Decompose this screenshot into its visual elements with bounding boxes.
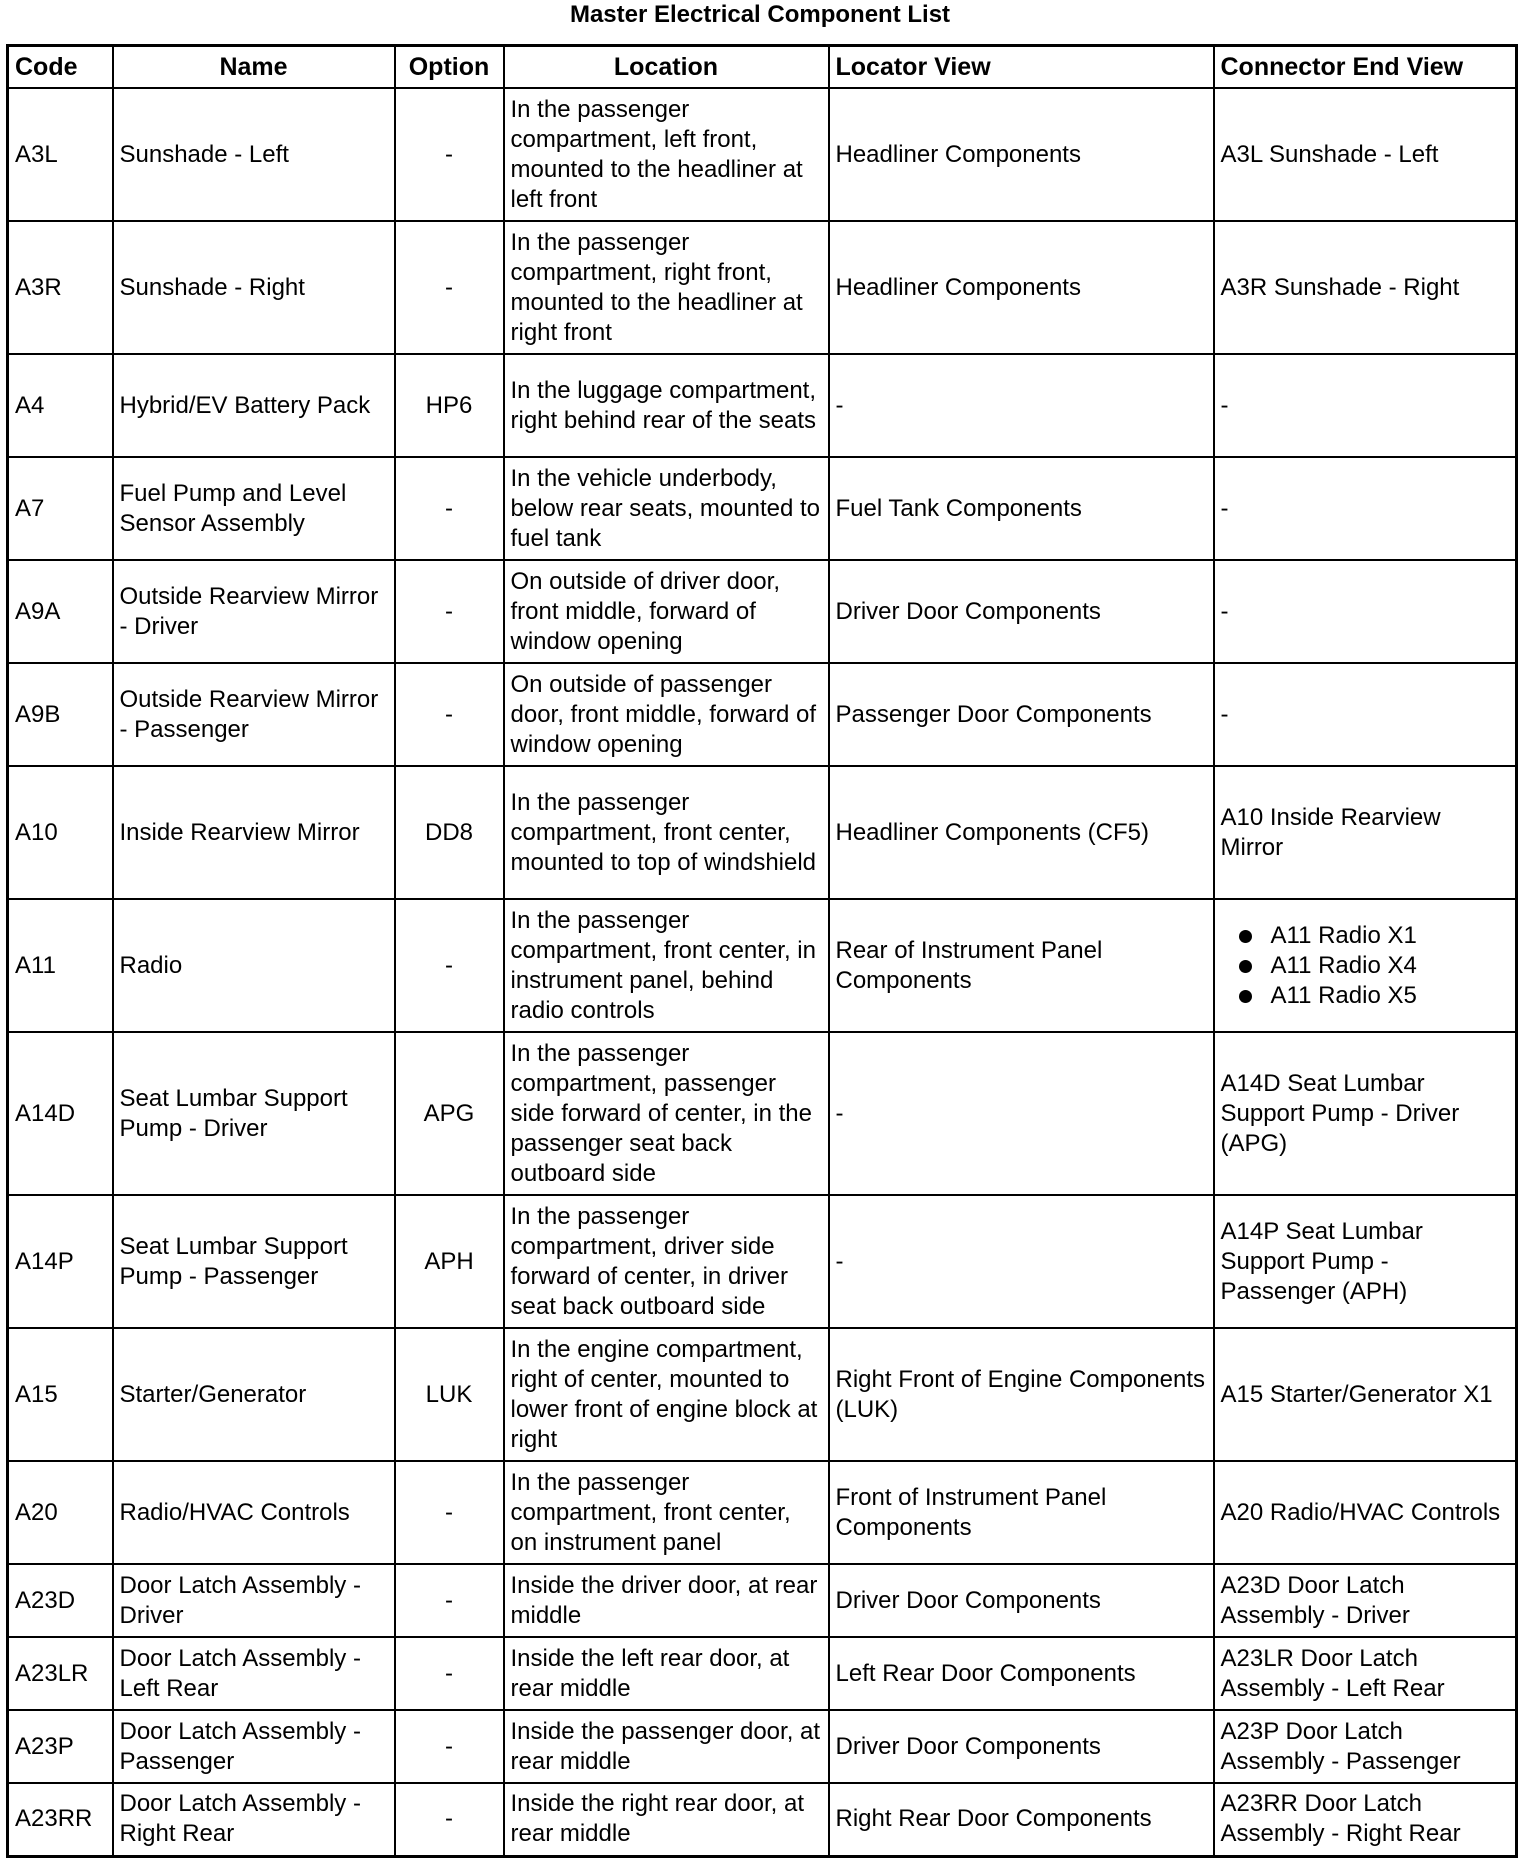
cell-name: Radio/HVAC Controls <box>113 1461 395 1564</box>
cell-name: Door Latch Assembly - Driver <box>113 1564 395 1637</box>
cell-code: A23LR <box>8 1637 113 1710</box>
cell-option: HP6 <box>395 354 504 457</box>
table-row <box>8 457 1517 560</box>
cell-location: In the passenger compartment, right front, mounted to the headliner at right front <box>504 221 829 354</box>
cell-name: Sunshade - Left <box>113 88 395 221</box>
cell-connector-end-view: - <box>1214 663 1517 766</box>
cell-location: In the vehicle underbody, below rear seats, mounted to fuel tank <box>504 457 829 560</box>
cell-location: On outside of passenger door, front middle, forward of window opening <box>504 663 829 766</box>
cell-code: A14P <box>8 1195 113 1328</box>
cell-name: Starter/Generator <box>113 1328 395 1461</box>
header-row <box>8 46 1517 89</box>
list-item: A11 Radio X1 <box>1235 921 1510 951</box>
cell-connector-end-view: A20 Radio/HVAC Controls <box>1214 1461 1517 1564</box>
table-row <box>8 1783 1517 1856</box>
cell-connector-end-view: A10 Inside Rearview Mirror <box>1214 766 1517 899</box>
cell-code: A11 <box>8 899 113 1032</box>
table-row <box>8 663 1517 766</box>
cell-connector-end-view: A23LR Door Latch Assembly - Left Rear <box>1214 1637 1517 1710</box>
cell-connector-end-view: - <box>1214 354 1517 457</box>
cell-name: Seat Lumbar Support Pump - Passenger <box>113 1195 395 1328</box>
cell-option: - <box>395 457 504 560</box>
column-header-name: Name <box>113 46 395 89</box>
cell-option: DD8 <box>395 766 504 899</box>
cell-connector-end-view <box>1214 899 1517 1032</box>
column-header-option: Option <box>395 46 504 89</box>
cell-location: In the passenger compartment, driver side forward of center, in driver seat back outboard side <box>504 1195 829 1328</box>
column-header-locator-view: Locator View <box>829 46 1214 89</box>
cell-code: A7 <box>8 457 113 560</box>
table-row <box>8 1710 1517 1783</box>
table-row <box>8 1195 1517 1328</box>
cell-option: - <box>395 1461 504 1564</box>
cell-name: Door Latch Assembly - Right Rear <box>113 1783 395 1856</box>
cell-locator-view: Passenger Door Components <box>829 663 1214 766</box>
cell-code: A20 <box>8 1461 113 1564</box>
cell-option: - <box>395 663 504 766</box>
cell-locator-view: Right Rear Door Components <box>829 1783 1214 1856</box>
cell-locator-view: Driver Door Components <box>829 560 1214 663</box>
cell-location: In the passenger compartment, front center, in instrument panel, behind radio controls <box>504 899 829 1032</box>
cell-locator-view: Driver Door Components <box>829 1710 1214 1783</box>
cell-location: In the luggage compartment, right behind rear of the seats <box>504 354 829 457</box>
table-row <box>8 899 1517 1032</box>
table-row <box>8 1461 1517 1564</box>
cell-connector-end-view: A23P Door Latch Assembly - Passenger <box>1214 1710 1517 1783</box>
table-row <box>8 221 1517 354</box>
cell-locator-view: Right Front of Engine Components (LUK) <box>829 1328 1214 1461</box>
cell-option: - <box>395 899 504 1032</box>
cell-connector-end-view: A23RR Door Latch Assembly - Right Rear <box>1214 1783 1517 1856</box>
cell-option: - <box>395 560 504 663</box>
cell-option: - <box>395 1783 504 1856</box>
cell-option: - <box>395 1564 504 1637</box>
cell-name: Inside Rearview Mirror <box>113 766 395 899</box>
cell-code: A23P <box>8 1710 113 1783</box>
table-row <box>8 1328 1517 1461</box>
cell-location: In the passenger compartment, passenger side forward of center, in the passenger seat back outboard side <box>504 1032 829 1195</box>
cell-location: On outside of driver door, front middle, forward of window opening <box>504 560 829 663</box>
list-item: A11 Radio X4 <box>1235 951 1510 981</box>
page-title: Master Electrical Component List <box>569 1 951 28</box>
table-row <box>8 766 1517 899</box>
table-row <box>8 1564 1517 1637</box>
cell-locator-view: Driver Door Components <box>829 1564 1214 1637</box>
cell-code: A23RR <box>8 1783 113 1856</box>
cell-code: A3L <box>8 88 113 221</box>
cell-location: In the passenger compartment, left front, mounted to the headliner at left front <box>504 88 829 221</box>
cell-locator-view: Front of Instrument Panel Components <box>829 1461 1214 1564</box>
table-row <box>8 1637 1517 1710</box>
cell-code: A10 <box>8 766 113 899</box>
cell-option: APG <box>395 1032 504 1195</box>
cell-name: Fuel Pump and Level Sensor Assembly <box>113 457 395 560</box>
cell-option: LUK <box>395 1328 504 1461</box>
cell-name: Sunshade - Right <box>113 221 395 354</box>
cell-name: Radio <box>113 899 395 1032</box>
cell-code: A4 <box>8 354 113 457</box>
cell-connector-end-view: A14P Seat Lumbar Support Pump - Passenger (APH) <box>1214 1195 1517 1328</box>
cell-locator-view: Headliner Components <box>829 221 1214 354</box>
cell-code: A15 <box>8 1328 113 1461</box>
cell-code: A9A <box>8 560 113 663</box>
cell-connector-end-view: A15 Starter/Generator X1 <box>1214 1328 1517 1461</box>
component-table <box>6 44 1518 1858</box>
cell-location: Inside the passenger door, at rear middle <box>504 1710 829 1783</box>
cell-locator-view: - <box>829 354 1214 457</box>
cell-locator-view: Fuel Tank Components <box>829 457 1214 560</box>
table-row <box>8 88 1517 221</box>
cell-location: Inside the driver door, at rear middle <box>504 1564 829 1637</box>
column-header-code: Code <box>8 46 113 89</box>
cell-connector-end-view: A3L Sunshade - Left <box>1214 88 1517 221</box>
cell-name: Seat Lumbar Support Pump - Driver <box>113 1032 395 1195</box>
cell-connector-end-view: A3R Sunshade - Right <box>1214 221 1517 354</box>
cell-locator-view: - <box>829 1195 1214 1328</box>
cell-code: A23D <box>8 1564 113 1637</box>
cell-option: - <box>395 1637 504 1710</box>
cell-locator-view: Headliner Components (CF5) <box>829 766 1214 899</box>
table-row <box>8 354 1517 457</box>
cell-code: A3R <box>8 221 113 354</box>
cell-locator-view: - <box>829 1032 1214 1195</box>
cell-location: In the passenger compartment, front center, on instrument panel <box>504 1461 829 1564</box>
cell-option: - <box>395 1710 504 1783</box>
cell-connector-end-view: - <box>1214 560 1517 663</box>
cell-name: Outside Rearview Mirror - Driver <box>113 560 395 663</box>
table-row <box>8 560 1517 663</box>
column-header-connector-end-view: Connector End View <box>1214 46 1517 89</box>
cell-locator-view: Left Rear Door Components <box>829 1637 1214 1710</box>
cell-option: - <box>395 88 504 221</box>
cell-option: APH <box>395 1195 504 1328</box>
cell-connector-end-view: A23D Door Latch Assembly - Driver <box>1214 1564 1517 1637</box>
cell-name: Door Latch Assembly - Passenger <box>113 1710 395 1783</box>
list-item: A11 Radio X5 <box>1235 981 1510 1011</box>
table-row <box>8 1032 1517 1195</box>
cell-name: Door Latch Assembly - Left Rear <box>113 1637 395 1710</box>
cell-connector-end-view: A14D Seat Lumbar Support Pump - Driver (APG) <box>1214 1032 1517 1195</box>
cell-locator-view: Rear of Instrument Panel Components <box>829 899 1214 1032</box>
connector-list <box>1221 921 1510 1011</box>
cell-locator-view: Headliner Components <box>829 88 1214 221</box>
cell-option: - <box>395 221 504 354</box>
cell-name: Outside Rearview Mirror - Passenger <box>113 663 395 766</box>
cell-name: Hybrid/EV Battery Pack <box>113 354 395 457</box>
cell-code: A9B <box>8 663 113 766</box>
cell-code: A14D <box>8 1032 113 1195</box>
cell-location: Inside the left rear door, at rear middle <box>504 1637 829 1710</box>
cell-location: In the engine compartment, right of center, mounted to lower front of engine block at right <box>504 1328 829 1461</box>
column-header-location: Location <box>504 46 829 89</box>
cell-location: Inside the right rear door, at rear middle <box>504 1783 829 1856</box>
cell-location: In the passenger compartment, front center, mounted to top of windshield <box>504 766 829 899</box>
cell-connector-end-view: - <box>1214 457 1517 560</box>
